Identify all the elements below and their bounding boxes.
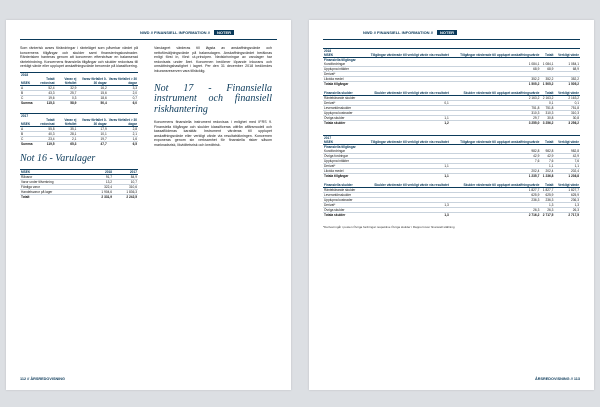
table-cell: Varav förfallet > 30 dagar — [108, 117, 137, 126]
table-cell: 751,8 — [450, 106, 541, 111]
table-cell: 202,4 — [554, 169, 580, 174]
table-cell: 0,1 — [540, 101, 554, 106]
table-cell: 1 084,1 — [540, 62, 554, 67]
table-cell: B — [20, 131, 34, 136]
table-cell: Tillgångar värderade till verkligt värde via resultatet — [361, 140, 450, 145]
intro-paragraph: Som ränterisk avses förändringar i ränteläget som påverkar värdet på koncernens tillgångar och skulder samt finansieringskostnader. Ränterisken hanteras genom att koncernen eftersträvar en balanserad räntebindning. Koncernens finansiella tillgångar och skulder redovisas till verkligt värde eller upplupet anskaffningsvärde beroende på klassificering. — [20, 46, 138, 69]
table-cell: 1,3 — [540, 203, 554, 208]
table-cell: 0,7 — [108, 95, 138, 100]
table-cell: 1 827,7 — [540, 188, 554, 193]
left-column-2 — [154, 46, 272, 151]
table-year: 2018 — [324, 49, 332, 53]
section-label: FINANSIELL INFORMATION — [377, 30, 430, 35]
table-total-row — [323, 82, 580, 87]
table-cell: 236,3 — [540, 198, 554, 203]
table-cell: 1,3 — [554, 203, 580, 208]
page-header — [20, 30, 277, 38]
table-year: 2017 — [21, 113, 29, 118]
table-cell: 1 235,7 — [450, 174, 541, 179]
table-cell: Kundfordringar — [323, 62, 361, 67]
table-cell: 30,8 — [554, 116, 580, 121]
table-cell: 7,6 — [554, 159, 580, 164]
table-cell: Likvida medel — [323, 169, 361, 174]
table-cell: 65,3 — [56, 141, 78, 146]
table-cell: 47,7 — [77, 141, 107, 146]
table-cell: 10,1 — [77, 131, 107, 136]
table-cell: 28,1 — [56, 131, 78, 136]
table-cell: 1 505,2 — [554, 82, 580, 87]
breadcrumb-separator: // — [430, 30, 433, 35]
table-cell: Verkligt värde — [554, 91, 580, 96]
footer-separator: // — [27, 377, 30, 381]
table-cell: Totala tillgångar — [323, 82, 361, 87]
table-cell: 50,4 — [77, 100, 107, 105]
table-cell: Derivat* — [323, 72, 361, 77]
table-cell: 0,1 — [554, 101, 580, 106]
table-cell: Totalt — [540, 53, 554, 58]
table-cell: Skulder värderade till upplupet anskaffningsvärde — [450, 91, 541, 96]
left-page — [6, 20, 291, 390]
table-cell: 25,7 — [56, 90, 78, 95]
table-cell: Räntebärande skulder — [323, 96, 361, 101]
table-cell: 7,6 — [540, 159, 554, 164]
table-cell: Leverantörsskulder — [323, 193, 361, 198]
table-cell: Verkligt värde — [554, 53, 580, 58]
table-cell: 6,0 — [108, 100, 138, 105]
table-cell: 2 331,9 — [88, 195, 113, 200]
table-cell: B — [20, 90, 34, 95]
table-cell: 1 236,8 — [540, 174, 554, 179]
header-rule — [323, 39, 580, 40]
table-cell: 202,4 — [540, 169, 554, 174]
table-cell: 19,6 — [34, 95, 56, 100]
footer-title: ÅRSREDOVISNING — [535, 377, 570, 381]
table-cell: 202,4 — [450, 169, 541, 174]
table-cell: 310,3 — [450, 111, 541, 116]
table-cell: 1,6 — [108, 136, 138, 141]
table-header-row — [20, 118, 138, 127]
table-cell: Upplupna kostnader — [323, 111, 361, 116]
page-footer — [20, 377, 65, 381]
table-cell: 2 242,5 — [113, 195, 138, 200]
table-cell: Skulder värderade till verkligt värde via resultatet — [361, 183, 450, 188]
table-cell: 1 827,7 — [450, 188, 541, 193]
table-section-label: Finansiella tillgångar — [324, 145, 356, 149]
table-cell: 1,3 — [361, 203, 450, 208]
table-cell: Totala skulder — [323, 213, 361, 218]
table-cell: 2,1 — [108, 131, 138, 136]
table-cell: Råvaror — [20, 175, 88, 180]
table-cell: 1,1 — [540, 164, 554, 169]
footer-title: ÅRSREDOVISNING — [30, 377, 65, 381]
table-cell: Finansiella skulder — [323, 183, 361, 188]
table-cell: 2,1 — [56, 136, 78, 141]
left-column-1 — [20, 46, 138, 207]
note-17-title: Not 17 - Finansiella instrument och finansiell riskhantering — [154, 82, 272, 115]
table-year: 2017 — [324, 136, 332, 140]
section-tag: NOTER — [214, 30, 234, 35]
table-cell: 236,3 — [450, 198, 541, 203]
table-cell: 1,2 — [361, 121, 450, 126]
table-cell: Totalt redovisat — [34, 118, 56, 127]
table-cell: 1,1 — [361, 174, 450, 179]
table-cell: 42,9 — [450, 154, 541, 159]
table-cell: Kundfordringar — [323, 149, 361, 154]
table-cell: C — [20, 95, 34, 100]
table-cell: 1 236,8 — [554, 174, 580, 179]
table-cell: 42,9 — [554, 154, 580, 159]
table-cell: Totalt — [540, 91, 554, 96]
table-cell: 84,9 — [113, 175, 138, 180]
table-total-row — [323, 174, 580, 179]
table-cell: 352,2 — [450, 77, 541, 82]
table-cell: 1 505,2 — [450, 82, 541, 87]
table-cell: 352,2 — [554, 77, 580, 82]
table-cell: Varor under tillverkning — [20, 180, 88, 185]
table-cell: Varav förfallet 0-30 dagar — [77, 77, 107, 86]
right-page — [309, 20, 594, 390]
table-cell: Varav ej förfallet — [56, 77, 78, 86]
table-cell: 352,2 — [540, 77, 554, 82]
brand-label: NWD — [140, 30, 150, 35]
table-header-row — [20, 77, 138, 86]
table-cell: Övriga skulder — [323, 208, 361, 213]
table-cell: 2 163,2 — [540, 96, 554, 101]
table-year: 2018 — [21, 72, 29, 77]
table-cell: 68,9 — [540, 67, 554, 72]
table-cell: 2,0 — [108, 90, 138, 95]
breadcrumb — [140, 30, 234, 35]
table-section-label: Finansiella tillgångar — [324, 58, 356, 62]
table-cell: 52,4 — [34, 85, 56, 90]
table-cell: Finansiella skulder — [323, 91, 361, 96]
table-header-row — [323, 53, 580, 58]
financial-instruments-2018 — [323, 48, 580, 125]
page-header — [323, 30, 580, 38]
table-cell: Likvida medel — [323, 77, 361, 82]
table-cell: Leverantörsskulder — [323, 106, 361, 111]
table-cell: Summa — [21, 141, 33, 146]
table-total-row — [323, 213, 580, 218]
table-cell: MSEK — [323, 53, 361, 58]
table-cell: Färdiga varor — [20, 185, 88, 190]
table-cell: 2 717,5 — [554, 213, 580, 218]
table-cell: 115,3 — [34, 100, 56, 105]
table-cell: Derivat* — [323, 203, 361, 208]
table-cell: 1 827,7 — [554, 188, 580, 193]
table-cell: Derivat* — [323, 101, 361, 106]
table-cell: 3 256,2 — [554, 121, 580, 126]
table-cell: C — [20, 136, 34, 141]
table-cell: 1,1 — [361, 116, 450, 121]
table-cell: 19,7 — [77, 136, 107, 141]
table-cell: 7,6 — [450, 159, 541, 164]
breadcrumb-separator: // — [373, 30, 376, 35]
table-cell: MSEK — [20, 170, 88, 175]
table-cell: 119,5 — [34, 141, 56, 146]
table-cell: 625,9 — [450, 193, 541, 198]
inventory-paragraph: Varulagret värderas till lägsta av anskaffningsvärde och nettoförsäljningsvärde på balansdagen. Anskaffningsvärdet beräknas enligt först in, först ut-principen. Nedskrivningar av varulager har redovisats under året. Koncernen bedömer löpande inkurans och omsättningshastighet i lagret. Per den 31 december 2018 bedömdes inkuransreserven vara tillräcklig. — [154, 46, 272, 73]
table-cell: 2 163,2 — [554, 96, 580, 101]
table-cell: Totala tillgångar — [323, 174, 361, 179]
table-cell: 32,9 — [56, 85, 78, 90]
table-cell: Totalt — [540, 183, 554, 188]
table-cell: Övriga skulder — [323, 116, 361, 121]
note-16-title: Not 16 - Varulager — [20, 152, 96, 164]
table-cell: 29,7 — [450, 116, 541, 121]
brand-label: NWD — [363, 30, 373, 35]
table-cell: 982,8 — [450, 149, 541, 154]
table-cell: 1,1 — [554, 164, 580, 169]
table-cell: Handelsvaror på lager — [20, 190, 88, 195]
table-cell: Tillgångar värderade till upplupet anskaffningsvärde — [450, 140, 541, 145]
table-cell: Summa — [21, 100, 33, 105]
table-cell: 0,3 — [56, 95, 78, 100]
table-cell: 23,4 — [34, 136, 56, 141]
table-cell — [361, 82, 450, 87]
table-cell: 42,9 — [540, 154, 554, 159]
table-cell: 15,6 — [77, 90, 107, 95]
page-number: 113 — [573, 377, 580, 381]
table-cell: 58,9 — [56, 100, 78, 105]
header-rule — [20, 39, 277, 40]
table-cell: 68,9 — [554, 67, 580, 72]
table-cell: Varav förfallet > 30 dagar — [108, 76, 137, 85]
table-cell: 26,3 — [554, 208, 580, 213]
table-cell: 1,3 — [361, 213, 450, 218]
table-cell: Verkligt värde — [554, 183, 580, 188]
table-cell: 2,8 — [108, 126, 138, 131]
table-cell: 35,1 — [56, 126, 78, 131]
table-cell: 625,9 — [540, 193, 554, 198]
table-cell: Varav förfallet 0-30 dagar — [77, 118, 107, 127]
table-cell: 1 084,1 — [450, 62, 541, 67]
table-cell: 68,9 — [450, 67, 541, 72]
table-cell: 16,2 — [77, 85, 107, 90]
table-cell: 55,8 — [34, 126, 56, 131]
table-cell: 3 256,2 — [540, 121, 554, 126]
table-cell: MSEK — [323, 140, 361, 145]
table-total-row — [20, 100, 138, 105]
table-cell: 322,4 — [88, 185, 113, 190]
table-cell: Övriga fordringar — [323, 154, 361, 159]
table-cell: Tillgångar värderade till verkligt värde via resultatet — [361, 53, 450, 58]
table-cell: Derivat* — [323, 164, 361, 169]
table-cell: Upplupna intäkter — [323, 159, 361, 164]
table-cell: 6,5 — [108, 141, 138, 146]
table-header-row — [323, 140, 580, 145]
table-cell: 1 836,3 — [113, 190, 138, 195]
breadcrumb-separator: // — [150, 30, 153, 35]
derivative-footnote: *Derivat ingår i posten Övriga fordringar respektive Övriga skulder i Rapport över finansiell ställning — [323, 225, 455, 229]
table-cell: 1 904,6 — [88, 190, 113, 195]
table-cell: Räntebärande skulder — [323, 188, 361, 193]
table-total-row — [20, 195, 138, 200]
table-cell: 43,3 — [34, 90, 56, 95]
table-cell: 310,3 — [540, 111, 554, 116]
table-cell: Totalt redovisat — [34, 77, 56, 86]
table-total-row — [20, 141, 138, 146]
table-cell: 1 505,2 — [540, 82, 554, 87]
table-cell: 17,9 — [77, 126, 107, 131]
table-cell: A — [20, 85, 34, 90]
table-cell: 18,6 — [77, 95, 107, 100]
table-cell: 13,2 — [88, 180, 113, 185]
table-cell: 625,9 — [554, 193, 580, 198]
table-cell: 40,3 — [34, 131, 56, 136]
table-cell: 310,3 — [554, 111, 580, 116]
table-cell: Totalt — [540, 140, 554, 145]
right-column — [323, 48, 580, 230]
table-cell: 0,1 — [361, 101, 450, 106]
table-cell: 1 084,1 — [554, 62, 580, 67]
table-cell: Skulder värderade till upplupet anskaffningsvärde — [450, 183, 541, 188]
table-cell: 10,7 — [113, 180, 138, 185]
table-cell: 2 716,2 — [450, 213, 541, 218]
table-cell: 3 255,0 — [450, 121, 541, 126]
table-cell: 91,7 — [88, 175, 113, 180]
table-cell: 751,8 — [554, 106, 580, 111]
table-cell: 982,8 — [554, 149, 580, 154]
table-cell: Totala skulder — [323, 121, 361, 126]
table-cell: 751,8 — [540, 106, 554, 111]
table-cell: MSEK — [20, 77, 34, 86]
table-cell: 2 717,5 — [540, 213, 554, 218]
footer-separator: // — [570, 377, 573, 381]
table-cell: MSEK — [20, 118, 34, 127]
financial-instruments-2017 — [323, 135, 580, 217]
receivables-table-2018 — [20, 72, 138, 105]
table-cell: 982,8 — [540, 149, 554, 154]
page-number: 112 — [20, 377, 27, 381]
table-cell: 2 163,2 — [450, 96, 541, 101]
page-footer — [535, 377, 580, 381]
inventory-table — [20, 169, 138, 199]
table-cell: Upplupna intäkter — [323, 67, 361, 72]
table-cell: Skulder värderade till verkligt värde via resultatet — [361, 91, 450, 96]
table-cell: 2018 — [88, 170, 113, 175]
table-cell: Totalt — [20, 195, 88, 200]
financial-instruments-paragraph: Koncernens finansiella instrument redovisas i enlighet med IFRS 9. Finansiella tillgångar och skulder klassificeras utifrån affärsmodell och kassaflödenas karaktär. Instrument värderas till upplupet anskaffningsvärde eller verkligt värde via resultaträkningen. Koncernen exponeras genom sin verksamhet för finansiella risker såsom marknadsrisk, likviditetsrisk och kreditrisk. — [154, 120, 272, 148]
table-cell: 3,3 — [108, 85, 138, 90]
table-cell: Varav ej förfallet — [56, 118, 78, 127]
table-cell: 26,3 — [450, 208, 541, 213]
table-cell: A — [20, 126, 34, 131]
table-cell: Upplupna kostnader — [323, 198, 361, 203]
table-cell: Tillgångar värderade till upplupet anskaffningsvärde — [450, 53, 541, 58]
table-cell: 30,8 — [540, 116, 554, 121]
table-cell: 236,3 — [554, 198, 580, 203]
table-cell: Verkligt värde — [554, 140, 580, 145]
breadcrumb — [363, 30, 457, 35]
receivables-table-2017 — [20, 113, 138, 146]
section-tag: NOTER — [437, 30, 457, 35]
breadcrumb-separator: // — [207, 30, 210, 35]
table-cell: 1,1 — [361, 164, 450, 169]
table-cell: 2017 — [113, 170, 138, 175]
table-total-row — [323, 121, 580, 126]
table-cell: 310,6 — [113, 185, 138, 190]
table-cell: 26,3 — [540, 208, 554, 213]
section-label: FINANSIELL INFORMATION — [154, 30, 207, 35]
